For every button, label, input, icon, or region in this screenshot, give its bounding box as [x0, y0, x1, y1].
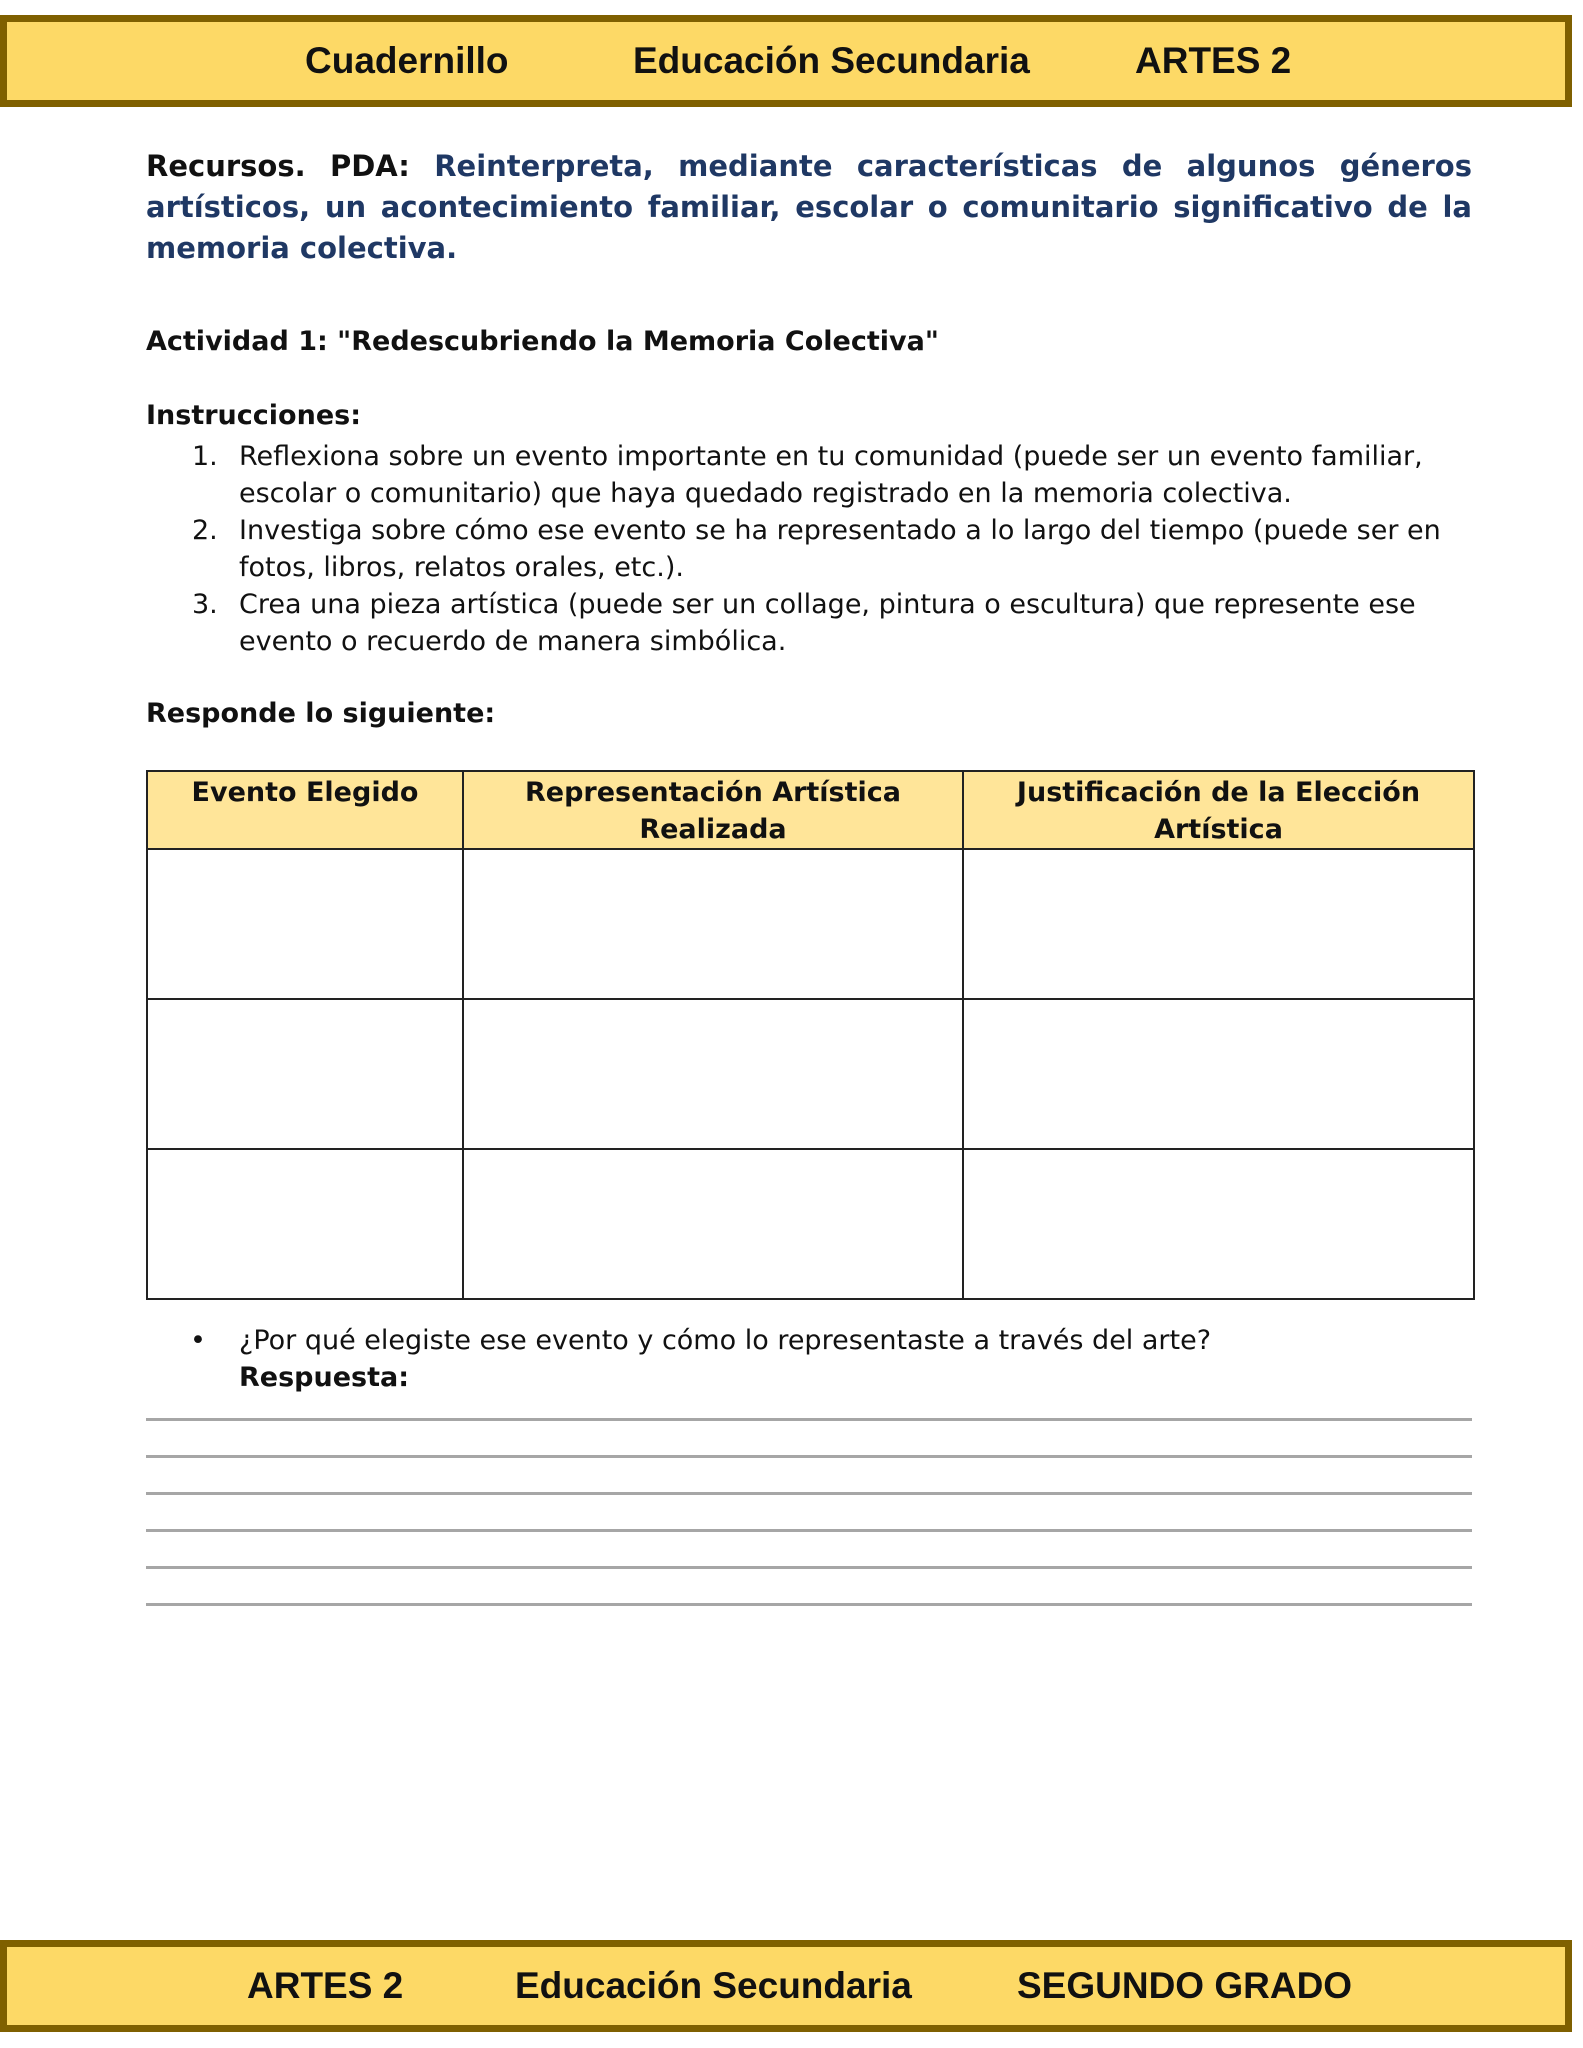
instruction-text: Reflexiona sobre un evento importante en tu comunidad (puede ser un evento familiar, escolar o comunitario) que haya quedado registrado en la memoria colectiva. — [239, 441, 1423, 509]
column-header-evento: Evento Elegido — [147, 771, 463, 849]
bullet-icon: • — [190, 1325, 206, 1356]
instruction-item — [146, 512, 1472, 586]
page-footer — [0, 1940, 1572, 2032]
answer-line[interactable] — [146, 1566, 1472, 1569]
pda-paragraph — [146, 146, 1472, 269]
answer-line[interactable] — [146, 1529, 1472, 1532]
answer-table — [146, 770, 1475, 1300]
answer-label: Respuesta: — [239, 1362, 410, 1393]
table-cell[interactable] — [147, 849, 463, 999]
header-right-text: ARTES 2 — [1135, 40, 1292, 81]
page-header — [0, 15, 1572, 107]
header-left-text: Cuadernillo — [305, 40, 509, 81]
table-cell[interactable] — [963, 849, 1474, 999]
pda-lead: Recursos. PDA: — [146, 149, 410, 183]
footer-left-text: ARTES 2 — [247, 1965, 404, 2006]
table-cell[interactable] — [463, 999, 963, 1149]
answer-line[interactable] — [146, 1455, 1472, 1458]
answer-line[interactable] — [146, 1603, 1472, 1606]
table-cell[interactable] — [963, 999, 1474, 1149]
column-header-justificacion: Justificación de la Elección Artística — [963, 771, 1474, 849]
table-cell[interactable] — [147, 999, 463, 1149]
table-row — [147, 849, 1474, 999]
instruction-item — [146, 586, 1472, 660]
table-cell[interactable] — [963, 1149, 1474, 1299]
table-row — [147, 1149, 1474, 1299]
question-text: ¿Por qué elegiste ese evento y cómo lo representaste a través del arte? — [239, 1325, 1212, 1356]
instruction-number: 3. — [192, 589, 218, 620]
instruction-number: 2. — [192, 515, 218, 546]
instruction-text: Investiga sobre cómo ese evento se ha representado a lo largo del tiempo (puede ser en fotos, libros, relatos orales, etc.). — [239, 515, 1441, 583]
table-cell[interactable] — [463, 1149, 963, 1299]
respond-heading: Responde lo siguiente: — [146, 698, 496, 729]
answer-lines[interactable] — [146, 1418, 1472, 1640]
footer-center-text: Educación Secundaria — [515, 1965, 912, 2006]
pda-text: Reinterpreta, mediante características de algunos géneros artísticos, un acontecimiento familiar, escolar o comunitario significativo de la memoria colectiva. — [146, 149, 1472, 265]
activity-title: Actividad 1: "Redescubriendo la Memoria Colectiva" — [146, 326, 939, 357]
answer-line[interactable] — [146, 1492, 1472, 1495]
table-cell[interactable] — [463, 849, 963, 999]
instructions-heading: Instrucciones: — [146, 400, 361, 431]
instruction-number: 1. — [192, 441, 218, 472]
footer-right-text: SEGUNDO GRADO — [1017, 1965, 1353, 2006]
instructions-list — [146, 438, 1472, 660]
instruction-text: Crea una pieza artística (puede ser un collage, pintura o escultura) que represente ese evento o recuerdo de manera simbólica. — [239, 589, 1416, 657]
table-row — [147, 999, 1474, 1149]
instruction-item — [146, 438, 1472, 512]
table-cell[interactable] — [147, 1149, 463, 1299]
column-header-representacion: Representación Artística Realizada — [463, 771, 963, 849]
header-center-text: Educación Secundaria — [633, 40, 1030, 81]
table-header-row — [147, 771, 1474, 849]
answer-line[interactable] — [146, 1418, 1472, 1421]
